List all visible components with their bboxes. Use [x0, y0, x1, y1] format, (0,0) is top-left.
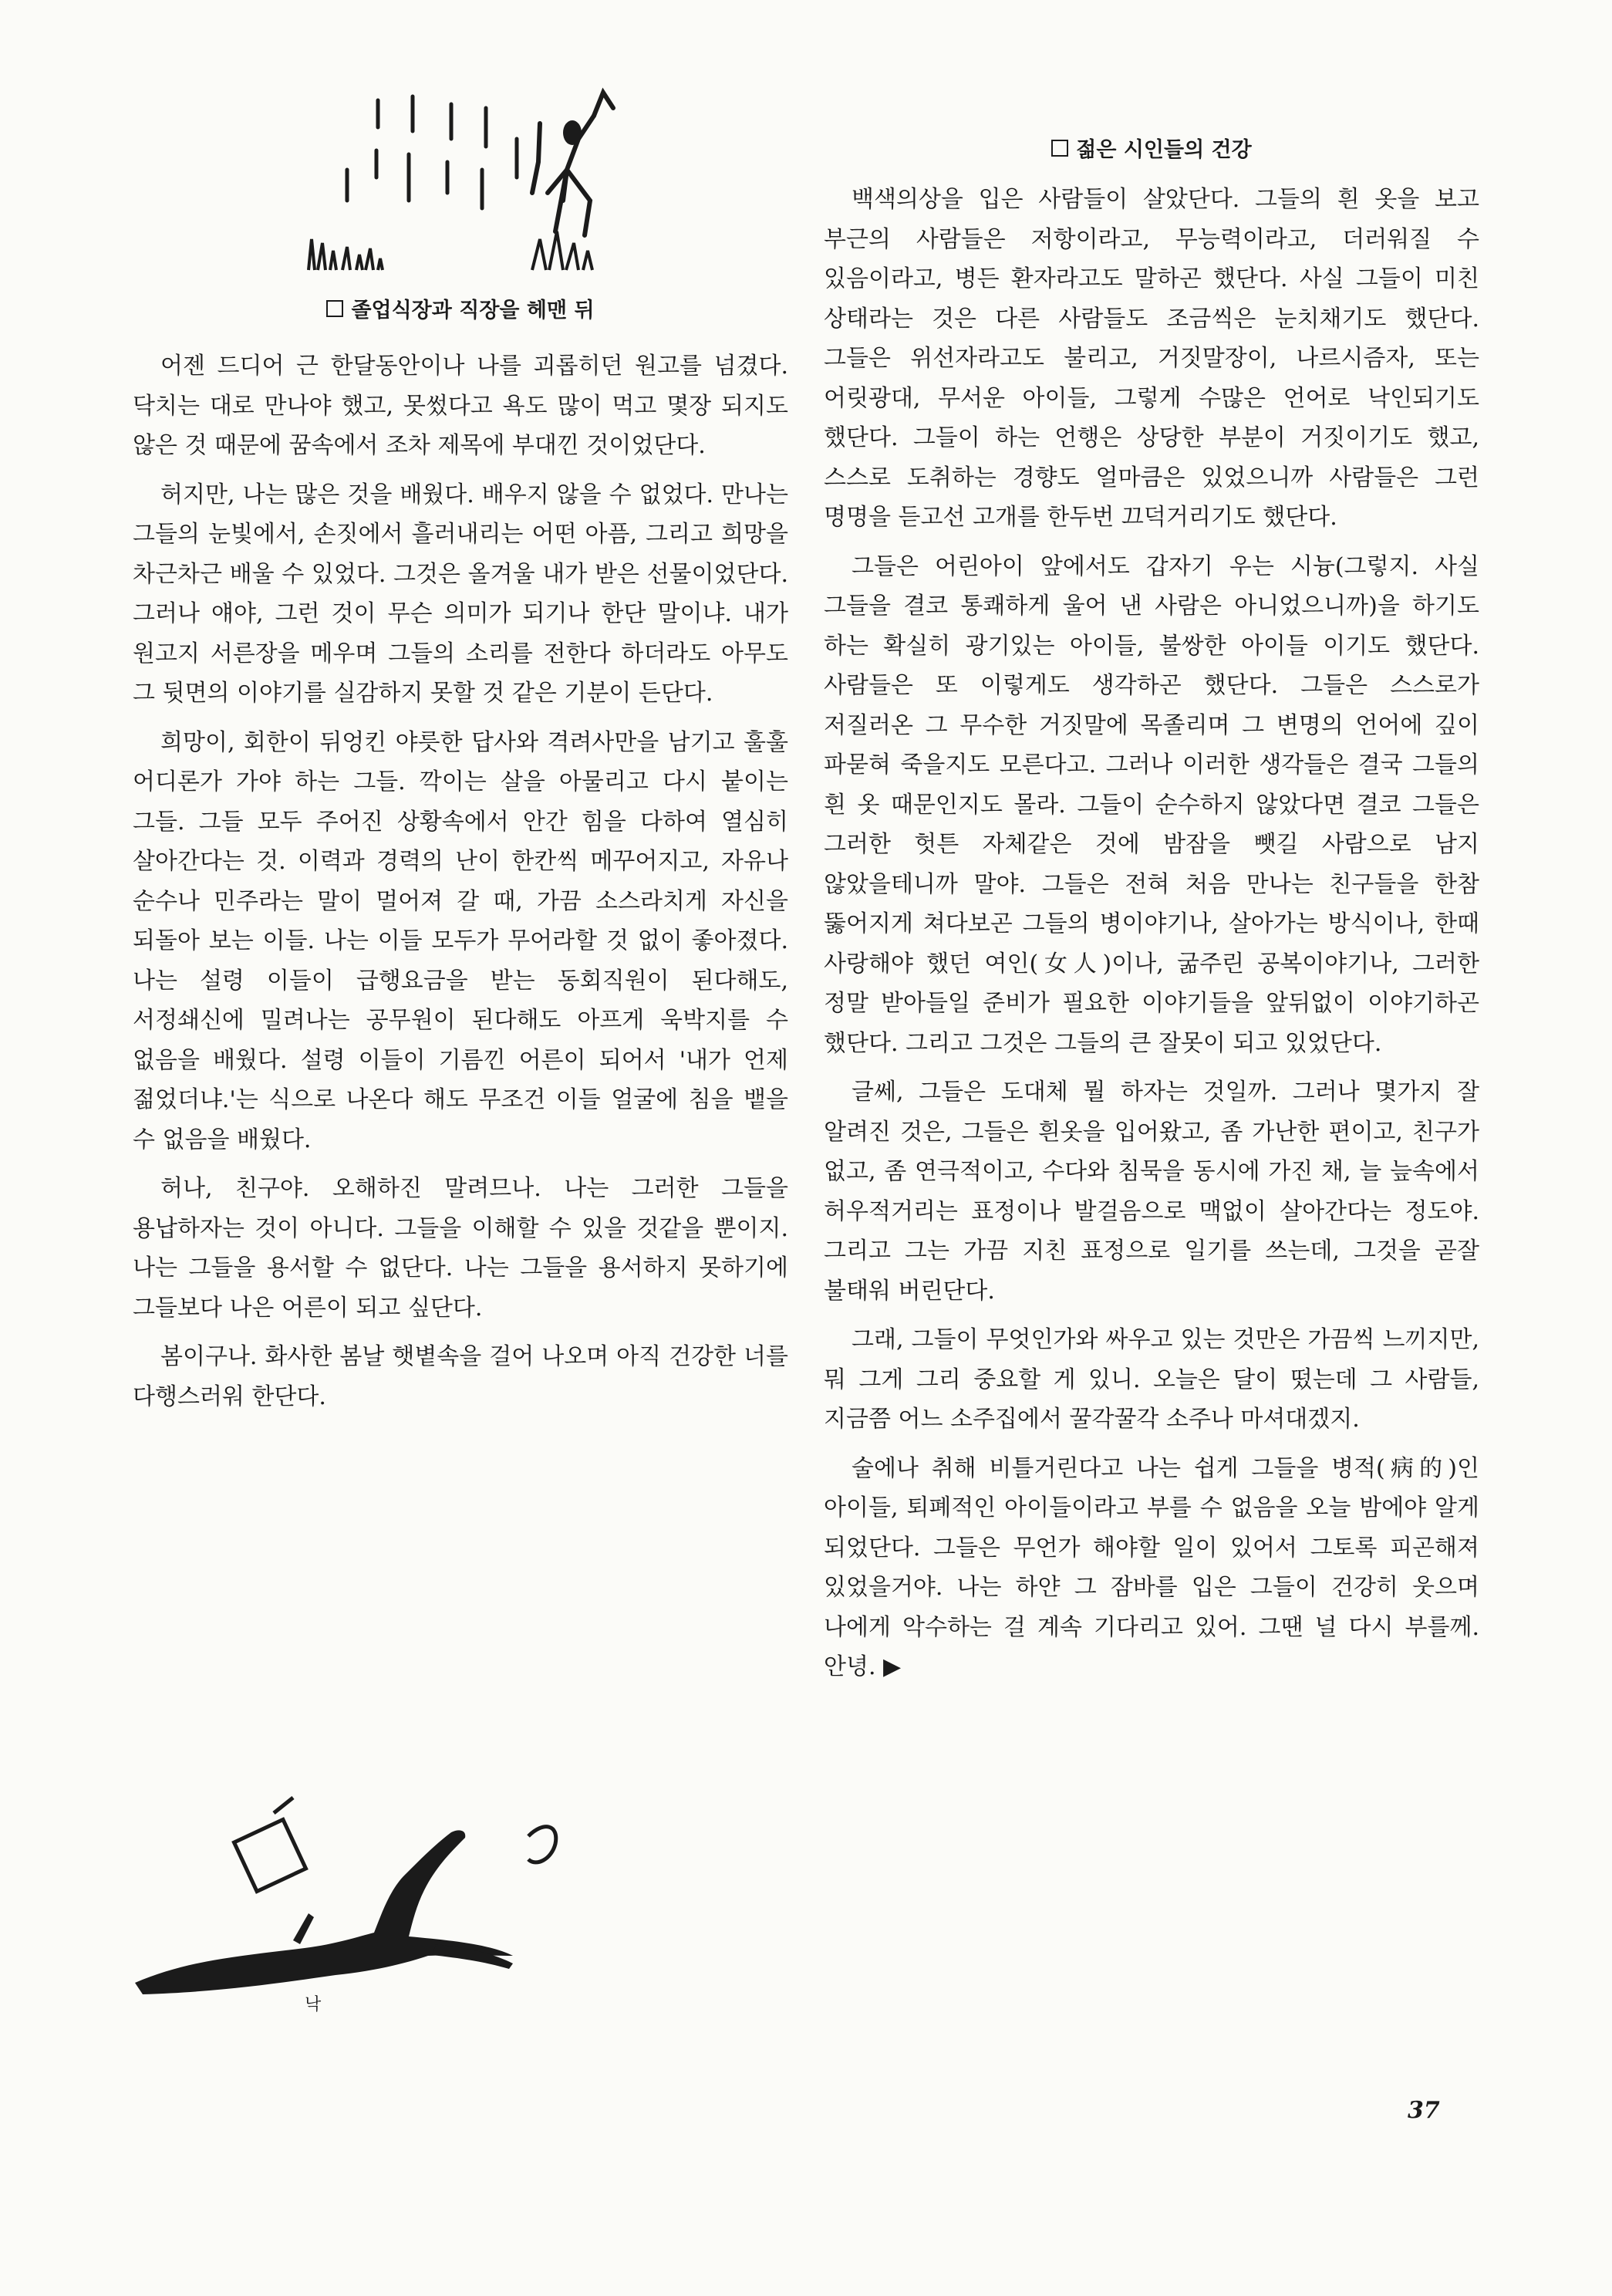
paragraph: 허지만, 나는 많은 것을 배웠다. 배우지 않을 수 없었다. 만나는 그들의 눈빛에서, 손짓에서 흘러내리는 어떤 아픔, 그리고 희망을 차근차근 배울 수 있었다. 그것은 올겨울 내가 받은 선물이었단다. 그러나 얘야, 그런 것이 무슨 의미가 되기나 한단 말이냐. 내가 원고지 서른장을 메우며 그들의 소리를 전한다 하더라도 아무도 그 뒷면의 이야기를 실감하지 못할 것 같은 기분이 든단다.	[133, 481, 788, 707]
paragraph: 글쎄, 그들은 도대체 뭘 하자는 것일까. 그러나 몇가지 잘 알려진 것은, 그들은 흰옷을 입어왔고, 좀 가난한 편이고, 친구가 없고, 좀 연극적이고, 수다와 침묵을 동시에 가진 채, 늘 늪속에서 허우적거리는 표정이나 발걸음으로 맥없이 살아간다는 정도야. 그리고 그는 가끔 지친 표정으로 일기를 쓰는데, 그것을 곧잘 불태워 버린단다.	[824, 1079, 1479, 1305]
drawing-label: 낙	[305, 1995, 322, 2014]
paragraph: 그래, 그들이 무엇인가와 싸우고 있는 것만은 가끔씩 느끼지만, 뭐 그게 그리 중요할 게 있니. 오늘은 달이 떴는데 그 사람들, 지금쯤 어느 소주집에서 꿀각꿀각 소주나 마셔대겠지.	[824, 1326, 1479, 1433]
paragraph: 술에나 취해 비틀거린다고 나는 쉽게 그들을 병적(病的)인 아이들, 퇴폐적인 아이들이라고 부를 수 없음을 오늘 밤에야 알게 되었단다. 그들은 무언가 해야할 일이 있어서 그토록 피곤해져 있었을거야. 나는 하얀 그 잠바를 입은 그들이 건강히 웃으며 나에게 악수하는 걸 계속 기다리고 있어. 그땐 널 다시 부를께. 안녕. ▶	[824, 1454, 1479, 1680]
paragraph: 어젠 드디어 근 한달동안이나 나를 괴롭히던 원고를 넘겼다. 닥치는 대로 만나야 했고, 못썼다고 욕도 많이 먹고 몇장 되지도 않은 것 때문에 꿈속에서 조차 제목에 부대낀 것이었단다.	[133, 353, 788, 459]
left-column	[133, 293, 788, 1426]
left-heading-text: 졸업식장과 직장을 헤맨 뒤	[351, 299, 595, 322]
rain-figure-illustration	[301, 85, 686, 285]
right-column	[824, 133, 1479, 1697]
right-heading-text: 젊은 시인들의 건강	[1076, 138, 1252, 162]
left-column-heading	[133, 293, 788, 323]
right-column-heading	[824, 133, 1479, 163]
checkbox-square-icon	[326, 300, 343, 317]
paragraph: 봄이구나. 화사한 봄날 햇볕속을 걸어 나오며 아직 건강한 너를 다행스러워 한단다.	[133, 1343, 788, 1410]
reclining-figure-illustration	[127, 1790, 652, 2014]
paragraph: 백색의상을 입은 사람들이 살았단다. 그들의 흰 옷을 보고 부근의 사람들은 저항이라고, 무능력이라고, 더러워질 수 있음이라고, 병든 환자라고도 말하곤 했단다. 사실 그들이 미친 상태라는 것은 다른 사람들도 조금씩은 눈치채기도 했단다. 그들은 위선자라고도 불리고, 거짓말장이, 나르시즘자, 또는 어릿광대, 무서운 아이들, 그렇게 수많은 언어로 낙인되기도 했단다. 그들이 하는 언행은 상당한 부분이 거짓이기도 했고, 스스로 도취하는 경향도 얼마큼은 있었으니까 사람들은 그런 명명을 듣고선 고개를 한두번 끄덕거리기도 했단다.	[824, 186, 1479, 531]
paragraph: 그들은 어린아이 앞에서도 갑자기 우는 시늉(그렇지. 사실 그들을 결코 통쾌하게 울어 낸 사람은 아니었으니까)을 하기도 하는 확실히 광기있는 아이들, 불쌍한 아이들 이기도 했단다. 사람들은 또 이렇게도 생각하곤 했단다. 그들은 스스로가 저질러온 그 무수한 거짓말에 목졸리며 그 변명의 언어에 깊이 파묻혀 죽을지도 모른다고. 그러나 이러한 생각들은 결국 그들의 흰 옷 때문인지도 몰라. 그들이 순수하지 않았다면 결코 그들은 그러한 헛튼 자체같은 것에 밤잠을 뺏길 사람으로 남지 않았을테니까 말야. 그들은 전혀 처음 만나는 친구들을 한참 뚫어지게 쳐다보곤 그들의 병이야기나, 살아가는 방식이나, 한때 사랑해야 했던 여인(女人)이나, 굶주린 공복이야기나, 그러한 정말 받아들일 준비가 필요한 이야기들을 앞뒤없이 이야기하곤 했단다. 그리고 그것은 그들의 큰 잘못이 되고 있었단다.	[824, 552, 1479, 1057]
paragraph: 허나, 친구야. 오해하진 말려므나. 나는 그러한 그들을 용납하자는 것이 아니다. 그들을 이해할 수 있을 것같을 뿐이지. 나는 그들을 용서할 수 없단다. 나는 그들을 용서하지 못하기에 그들보다 나은 어른이 되고 싶단다.	[133, 1175, 788, 1322]
checkbox-square-icon	[1051, 140, 1068, 157]
paragraph: 희망이, 회한이 뒤엉킨 야릇한 답사와 격려사만을 남기고 훌훌 어디론가 가야 하는 그들. 깍이는 살을 아물리고 다시 붙이는 그들. 그들 모두 주어진 상황속에서 안간 힘을 다하여 열심히 살아간다는 것. 이력과 경력의 난이 한칸씩 메꾸어지고, 자유나 순수나 민주라는 말이 멀어져 갈 때, 가끔 소스라치게 자신을 되돌아 보는 이들. 나는 이들 모두가 무어라할 것 없이 좋아졌다. 나는 설령 이들이 급행요금을 받는 동회직원이 된다해도, 서정쇄신에 밀려나는 공무원이 된다해도 아프게 욱박지를 수 없음을 배웠다. 설령 이들이 기름낀 어른이 되어서 '내가 언제 젊었더냐.'는 식으로 나온다 해도 무조건 이들 얼굴에 침을 뱉을 수 없음을 배웠다.	[133, 728, 788, 1153]
page-number: 37	[1408, 2097, 1440, 2124]
